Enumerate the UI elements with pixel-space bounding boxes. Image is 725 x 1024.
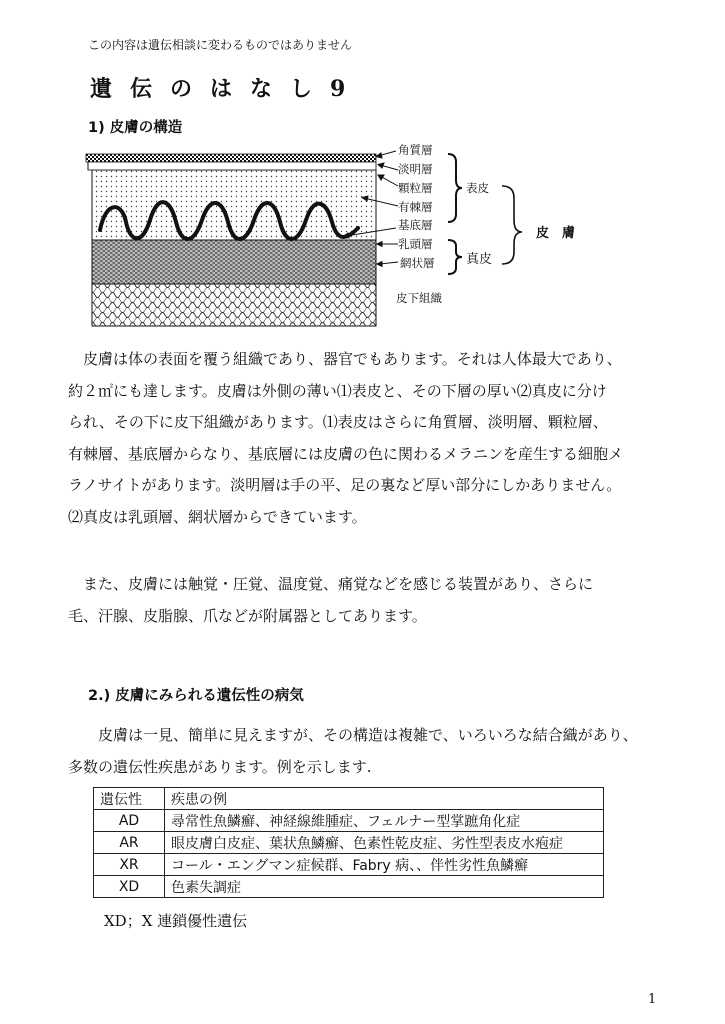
- section1-paragraph1: [68, 344, 668, 533]
- skin-structure-diagram: [80, 140, 600, 335]
- text-line: られ、その下に皮下組織があります。⑴表皮はさらに角質層、淡明層、顆粒層、: [68, 413, 608, 431]
- label-stratum-corneum: 角質層: [398, 143, 433, 157]
- label-subcutaneous: 皮下組織: [396, 291, 442, 305]
- cell-inheritance: XR: [94, 854, 165, 876]
- page-number: 1: [648, 992, 657, 1007]
- header-inheritance: 遺伝性: [94, 788, 165, 810]
- header-diseases: 疾患の例: [165, 788, 604, 810]
- text-line: 皮膚は一見、簡単に見えますが、その構造は複雑で、いろいろな結合織があり、: [98, 726, 638, 744]
- disease-table: [93, 787, 604, 898]
- label-stratum-basale: 基底層: [398, 218, 433, 232]
- stratum-lucidum: [88, 162, 376, 170]
- cell-diseases: 色素失調症: [165, 876, 604, 898]
- subcutaneous-layer: [92, 284, 376, 326]
- document-title: 遺伝のはなし9: [90, 76, 364, 102]
- epidermis-brace: [448, 154, 462, 222]
- label-skin: 皮 膚: [536, 226, 576, 241]
- text-line: 皮膚は体の表面を覆う組織であり、器官でもあります。それは人体最大であり、: [83, 350, 622, 368]
- section1-paragraph2: [68, 569, 668, 632]
- text-line: 有棘層、基底層からなり、基底層には皮膚の色に関わるメラニンを産生する細胞メ: [68, 444, 624, 463]
- label-stratum-spinosum: 有棘層: [398, 200, 433, 214]
- text-line: また、皮膚には触覚・圧覚、温度覚、痛覚などを感じる装置があり、さらに: [83, 575, 594, 593]
- text-line: ラノサイトがあります。淡明層は手の平、足の裏など厚い部分にしかありません。: [68, 476, 622, 494]
- text-line: ⑵真皮は乳頭層、網状層からできています。: [68, 507, 367, 526]
- text-line: 多数の遺伝性疾患があります。例を示します.: [68, 757, 372, 776]
- label-stratum-granulosum: 顆粒層: [398, 181, 433, 195]
- cell-diseases: 尋常性魚鱗癬、神経線維腫症、フェルナー型掌蹠角化症: [165, 810, 604, 832]
- dermis-layer: [92, 240, 376, 284]
- disclaimer: この内容は遺伝相談に変わるものではありません: [88, 38, 353, 52]
- text-line: 約２㎡にも達します。皮膚は外側の薄い⑴表皮と、その下層の厚い⑵真皮に分け: [68, 381, 607, 400]
- label-reticular-layer: 網状層: [400, 256, 435, 270]
- footnote: XD；X 連鎖優性遺伝: [104, 912, 248, 930]
- dermis-brace: [448, 240, 462, 274]
- label-dermis: 真皮: [466, 252, 493, 267]
- table-row: [94, 832, 604, 854]
- label-stratum-lucidum: 淡明層: [398, 162, 433, 176]
- table-row: [94, 876, 604, 898]
- cell-inheritance: AR: [94, 832, 165, 854]
- section1-heading: 1) 皮膚の構造: [88, 120, 183, 136]
- table-row: [94, 810, 604, 832]
- label-epidermis: 表皮: [466, 181, 489, 195]
- label-papillary-layer: 乳頭層: [398, 237, 433, 251]
- section2-paragraph: [68, 720, 668, 783]
- cell-inheritance: XD: [94, 876, 165, 898]
- text-line: 毛、汗腺、皮脂腺、爪などが附属器としてあります。: [68, 606, 427, 625]
- cell-diseases: 眼皮膚白皮症、葉状魚鱗癬、色素性乾皮症、劣性型表皮水疱症: [165, 832, 604, 854]
- table-row: [94, 854, 604, 876]
- stratum-corneum: [86, 154, 376, 162]
- cell-diseases: コール・エングマン症候群、Fabry 病、、伴性劣性魚鱗癬: [165, 854, 604, 876]
- cell-inheritance: AD: [94, 810, 165, 832]
- skin-brace: [502, 186, 522, 264]
- table-header-row: [94, 788, 604, 810]
- section2-heading: 2.) 皮膚にみられる遺伝性の病気: [88, 688, 304, 704]
